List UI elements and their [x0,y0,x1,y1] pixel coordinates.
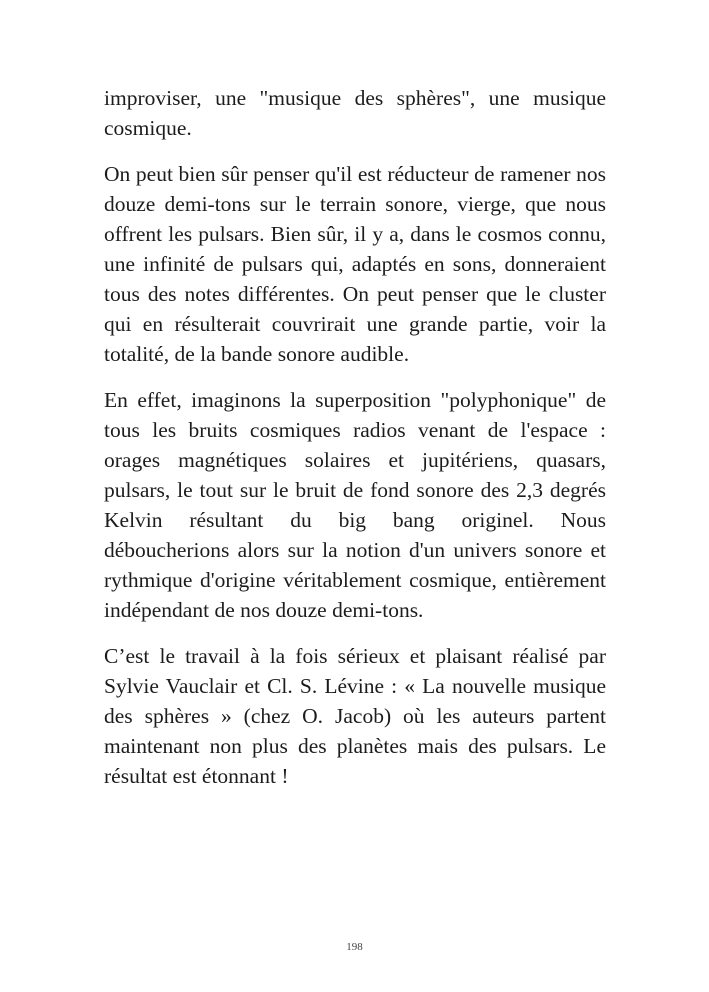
body-text [104,83,606,791]
page-number: 198 [346,941,363,953]
paragraph-continuation: improviser, une "musique des sphères", une musique cosmique. [104,86,606,140]
paragraph-cosmic-noise: En effet, imaginons la superposition "polyphonique" de tous les bruits cosmiques radios venant de l'espace : orages magnétiques solaires et jupitériens, quasars, pulsars, le tout sur le bruit de fond sonore des 2,3 degrés Kelvin résultant du big bang originel. Nous déboucherions alors sur la notion d'un univers sonore et rythmique d'origine véritablement cosmique, entièrement indépendant de nos douze demi-tons. [104,388,606,622]
paragraph-pulsars-semitones: On peut bien sûr penser qu'il est réducteur de ramener nos douze demi-tons sur le terrain sonore, vierge, que nous offrent les pulsars. Bien sûr, il y a, dans le cosmos connu, une infinité de pulsars qui, adaptés en sons, donneraient tous des notes différentes. On peut penser que le cluster qui en résulterait couvrirait une grande partie, voir la totalité, de la bande sonore audible. [104,162,606,366]
paragraph-book-reference: C’est le travail à la fois sérieux et plaisant réalisé par Sylvie Vauclair et Cl. S. Lévine : « La nouvelle musique des sphères » (chez O. Jacob) où les auteurs partent maintenant non plus des planètes mais des pulsars. Le résultat est étonnant ! [104,644,606,788]
